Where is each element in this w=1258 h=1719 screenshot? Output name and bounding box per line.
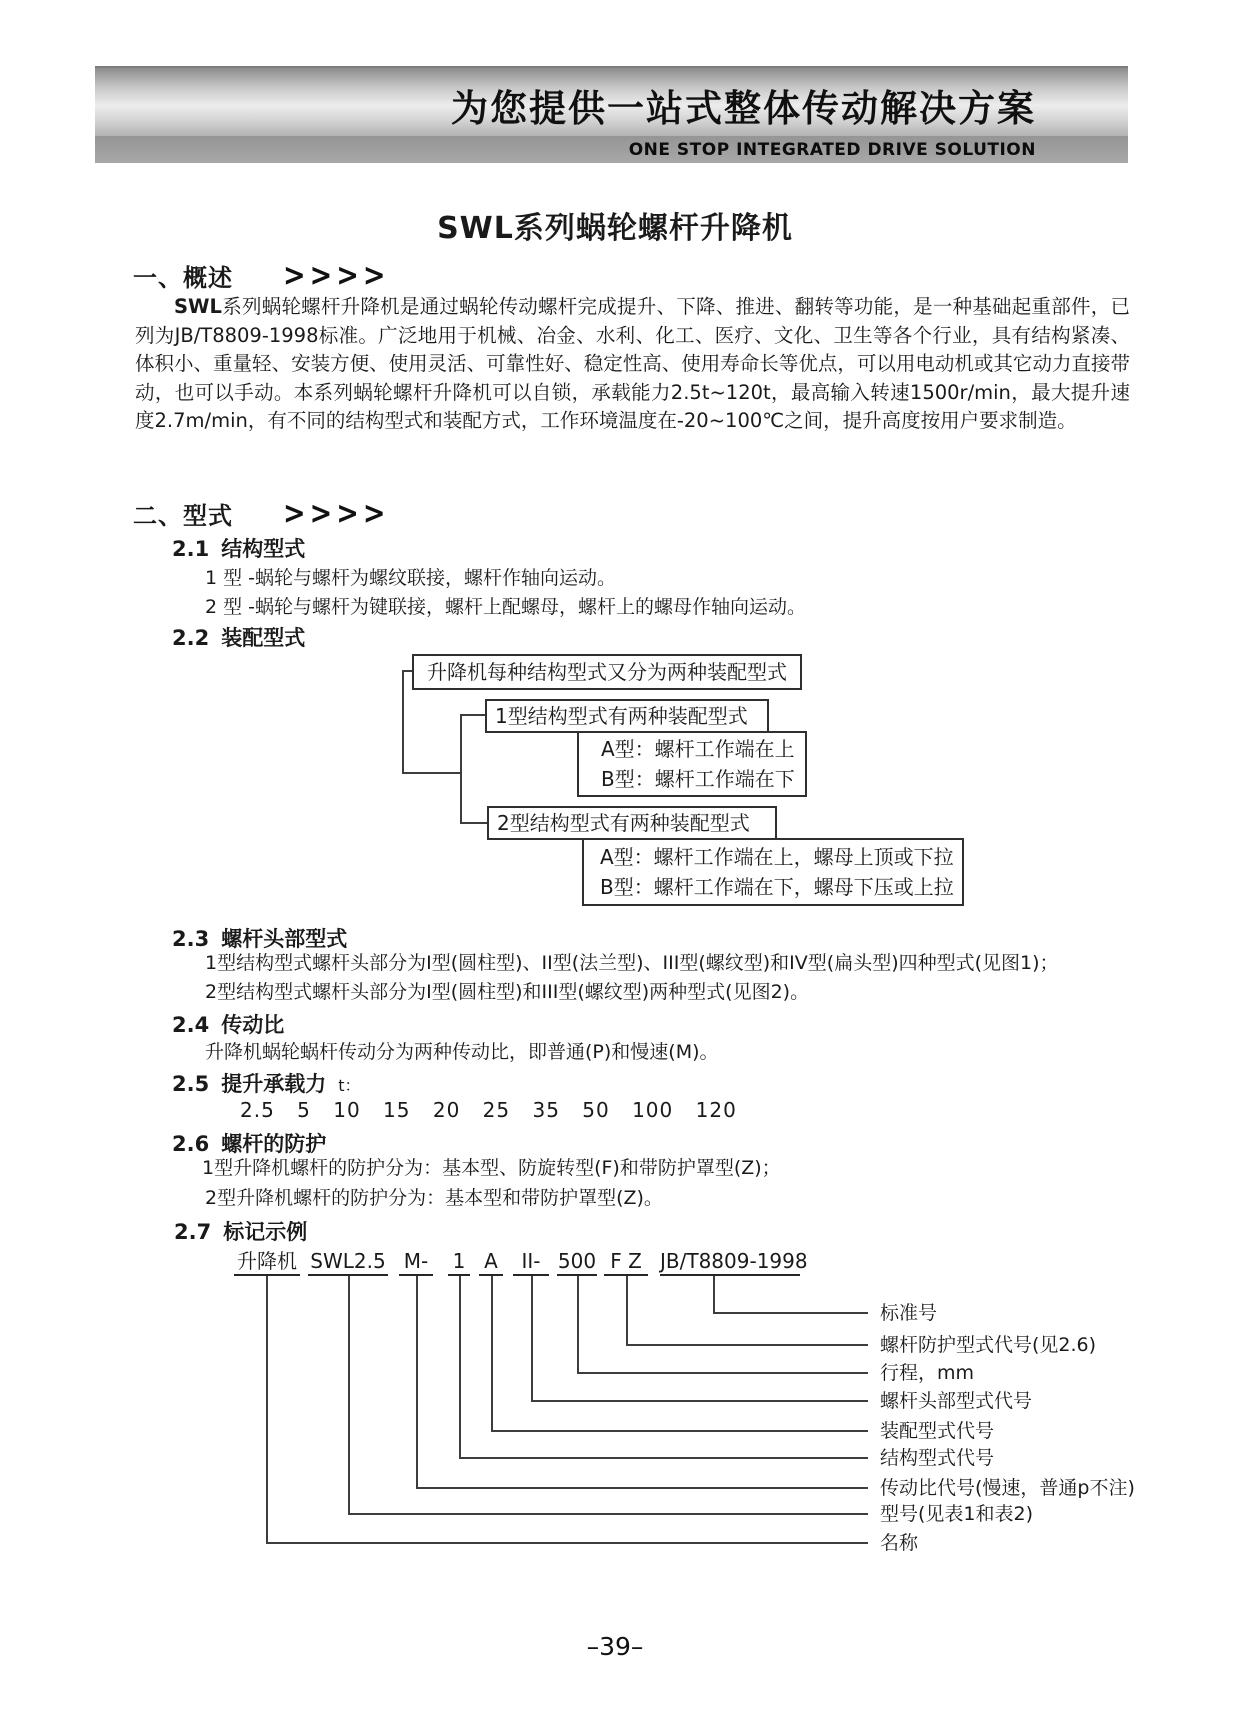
page-title: SWL系列蜗轮螺杆升降机 — [437, 211, 793, 246]
subsection-title: 螺杆头部型式 — [221, 927, 348, 951]
screw-head-item: 2型结构型式螺杆头部分为I型(圆柱型)和III型(螺纹型)两种型式(见图2)。 — [205, 981, 810, 1003]
subsection-title: 结构型式 — [221, 537, 306, 561]
subsection-2-3-heading — [172, 923, 347, 953]
callout-label: 型号(见表1和表2) — [880, 1503, 1034, 1525]
callout-stem — [577, 1276, 579, 1372]
subsection-number: 2.1 — [172, 537, 210, 561]
subsection-2-2-heading — [172, 622, 305, 652]
flow-box-type1-text: 1型结构型式有两种装配型式 — [495, 704, 748, 728]
callout-line — [266, 1542, 868, 1544]
flow-connector — [402, 670, 404, 774]
designation-segment: SWL2.5 — [308, 1248, 388, 1276]
flow-box-type1 — [485, 699, 769, 733]
subsection-2-6-heading — [172, 1128, 326, 1158]
flow-box-root-text: 升降机每种结构型式又分为两种装配型式 — [427, 660, 787, 684]
callout-stem — [416, 1276, 418, 1487]
header-slogan-cn: 为您提供一站式整体传动解决方案 — [451, 86, 1036, 130]
callout-stem — [459, 1276, 461, 1457]
callout-label: 标准号 — [880, 1302, 938, 1324]
callout-label: 行程，mm — [880, 1362, 975, 1384]
callout-label: 装配型式代号 — [880, 1420, 995, 1442]
header-slogan-en: ONE STOP INTEGRATED DRIVE SOLUTION — [628, 139, 1036, 160]
chevrons-icon: >>>> — [283, 495, 390, 532]
callout-line — [491, 1430, 868, 1432]
designation-segment: JB/T8809-1998 — [660, 1248, 800, 1276]
flow-connector — [460, 822, 489, 824]
designation-segment: II- — [513, 1248, 549, 1276]
variant-b-text: B型：螺杆工作端在下，螺母下压或上拉 — [600, 875, 954, 899]
callout-label: 螺杆防护型式代号(见2.6) — [880, 1334, 1097, 1356]
capacity-values: 2.5 5 10 15 20 25 35 50 100 120 — [240, 1098, 737, 1122]
callout-line — [459, 1457, 868, 1459]
flow-box-type2-text: 2型结构型式有两种装配型式 — [497, 811, 750, 835]
flow-box-root — [412, 654, 802, 690]
section-1-heading — [133, 258, 390, 293]
flow-connector — [460, 714, 487, 716]
callout-line — [626, 1344, 868, 1346]
subsection-2-4-heading — [172, 1009, 284, 1039]
section-2-heading — [133, 496, 390, 531]
subsection-2-7-heading — [174, 1216, 307, 1246]
variant-b-text: B型：螺杆工作端在下 — [601, 767, 795, 791]
callout-line — [713, 1312, 868, 1314]
flow-connector — [402, 772, 462, 774]
overview-lead: SWL — [174, 295, 222, 318]
callout-stem — [348, 1276, 350, 1513]
callout-label: 螺杆头部型式代号 — [880, 1390, 1033, 1412]
subsection-number: 2.4 — [172, 1013, 210, 1037]
protection-item: 2型升降机螺杆的防护分为：基本型和带防护罩型(Z)。 — [205, 1187, 663, 1209]
callout-stem — [531, 1276, 533, 1400]
chevrons-icon: >>>> — [283, 257, 390, 294]
protection-item: 1型升降机螺杆的防护分为：基本型、防旋转型(F)和带防护罩型(Z)； — [202, 1157, 781, 1179]
designation-segment: F Z — [604, 1248, 648, 1276]
designation-segment: M- — [399, 1248, 433, 1276]
callout-label: 结构型式代号 — [880, 1447, 995, 1469]
callout-line — [416, 1487, 868, 1489]
subsection-number: 2.2 — [172, 626, 210, 650]
flow-connector — [460, 714, 462, 824]
designation-segment: A — [479, 1248, 503, 1276]
callout-stem — [491, 1276, 493, 1430]
callout-stem — [713, 1276, 715, 1312]
callout-label: 传动比代号(慢速，普通p不注) — [880, 1477, 1135, 1499]
callout-line — [531, 1400, 868, 1402]
subsection-2-1-heading — [172, 533, 305, 563]
callout-stem — [266, 1276, 268, 1542]
flow-box-type2 — [487, 806, 777, 840]
subsection-number: 2.3 — [172, 927, 210, 951]
flow-box-type1-variants — [577, 731, 807, 797]
ratio-item: 升降机蜗轮蜗杆传动分为两种传动比，即普通(P)和慢速(M)。 — [205, 1041, 719, 1063]
designation-segment: 500 — [557, 1248, 597, 1276]
overview-body: 系列蜗轮螺杆升降机是通过蜗轮传动螺杆完成提升、下降、推进、翻转等功能，是一种基础起重部件，已列为JB/T8809-1998标准。广泛地用于机械、冶金、水利、化工、医疗、文化、卫生等各个行业，具有结构紧凑、体积小、重量轻、安装方便、使用灵活、可靠性好、稳定性高、使用寿命长等优点，可以用电动机或其它动力直接带动，也可以手动。本系列蜗轮螺杆升降机可以自锁，承载能力2.5t~120t，最高输入转速1500r/min，最大提升速度2.7m/min，有不同的结构型式和装配方式，工作环境温度在-20~100℃之间，提升高度按用户要求制造。 — [135, 295, 1130, 433]
callout-line — [348, 1513, 868, 1515]
subsection-number: 2.5 — [172, 1072, 210, 1096]
subsection-title: 螺杆的防护 — [221, 1132, 327, 1156]
structure-type-item: 2 型 -蜗轮与螺杆为键联接，螺杆上配螺母，螺杆上的螺母作轴向运动。 — [205, 596, 807, 618]
section-2-heading-text: 二、型式 — [133, 502, 233, 530]
callout-label: 名称 — [880, 1532, 919, 1554]
subsection-title: 标记示例 — [223, 1220, 308, 1244]
capacity-unit: t： — [338, 1076, 361, 1095]
designation-segment: 1 — [448, 1248, 470, 1276]
overview-paragraph — [135, 293, 1130, 436]
subsection-2-5-heading — [172, 1068, 360, 1098]
structure-type-item: 1 型 -蜗轮与螺杆为螺纹联接，螺杆作轴向运动。 — [205, 567, 617, 589]
flow-box-type2-variants — [582, 838, 964, 906]
subsection-number: 2.6 — [172, 1132, 210, 1156]
page-number: –39– — [586, 1632, 644, 1661]
header-strip — [95, 136, 1128, 163]
section-1-heading-text: 一、概述 — [133, 264, 233, 292]
callout-line — [577, 1372, 868, 1374]
variant-a-text: A型：螺杆工作端在上 — [601, 737, 795, 761]
subsection-number: 2.7 — [174, 1220, 212, 1244]
callout-stem — [626, 1276, 628, 1344]
screw-head-item: 1型结构型式螺杆头部分为I型(圆柱型)、II型(法兰型)、III型(螺纹型)和IV型(扁头型)四种型式(见图1)； — [205, 952, 1059, 974]
variant-a-text: A型：螺杆工作端在上，螺母上顶或下拉 — [600, 845, 954, 869]
subsection-title: 提升承载力 — [221, 1072, 327, 1096]
subsection-title: 传动比 — [221, 1013, 285, 1037]
designation-segment: 升降机 — [234, 1248, 300, 1276]
subsection-title: 装配型式 — [221, 626, 306, 650]
header-banner — [95, 66, 1128, 136]
